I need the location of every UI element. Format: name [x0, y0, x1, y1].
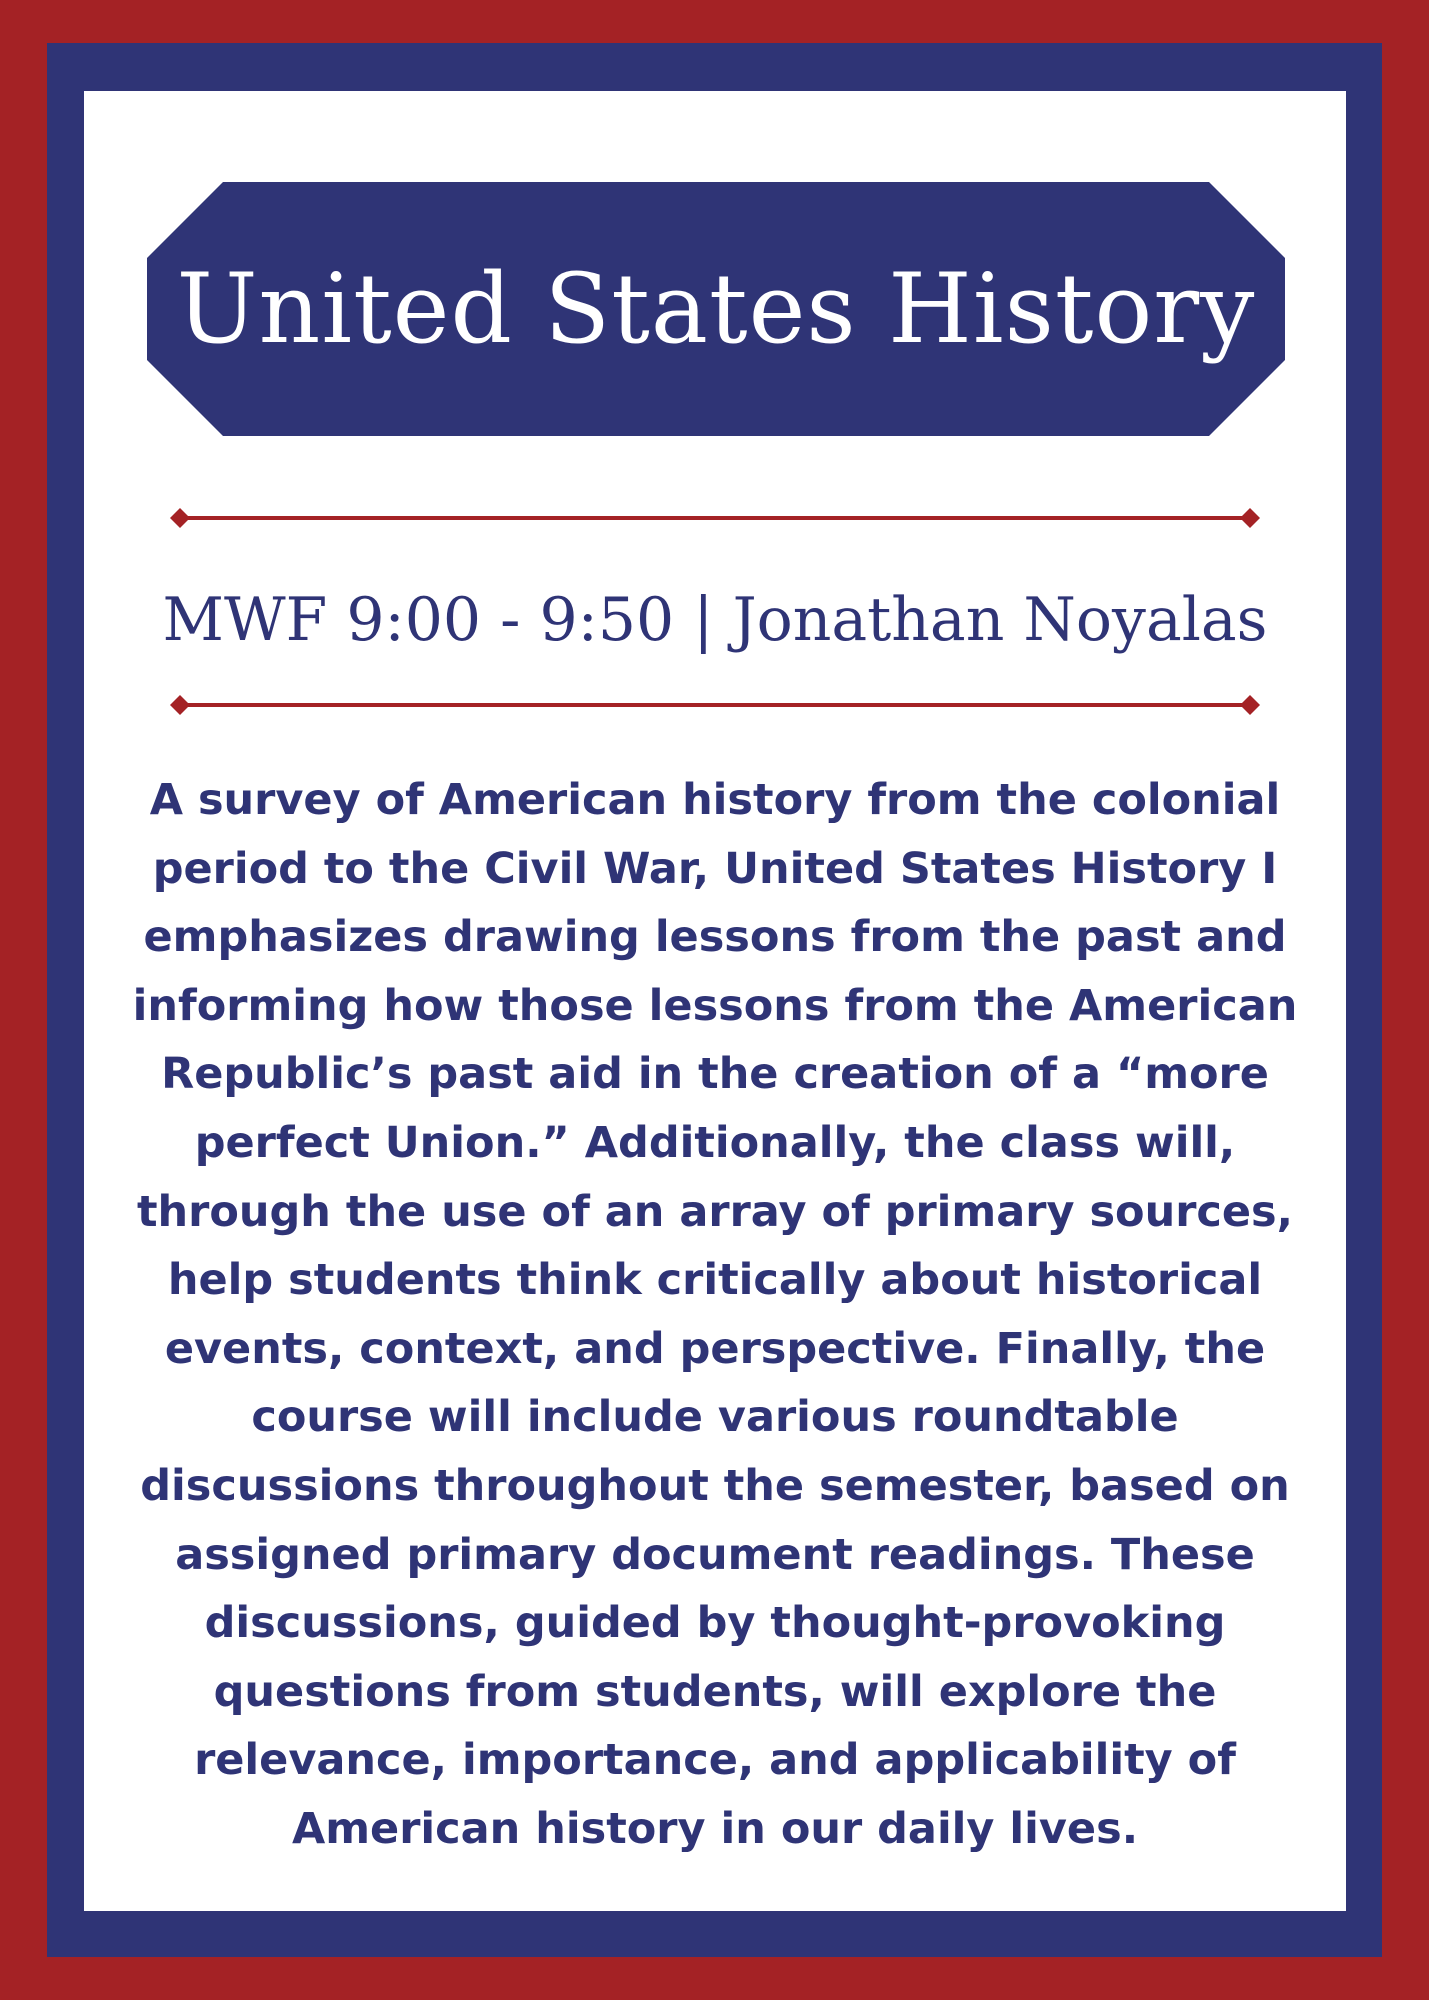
diamond-left-icon: [170, 695, 190, 715]
title-banner: [147, 182, 1285, 436]
page-title: United States History: [176, 253, 1256, 365]
diamond-right-icon: [1240, 508, 1260, 528]
diamond-left-icon: [170, 508, 190, 528]
schedule-instructor: MWF 9:00 - 9:50 | Jonathan Noyalas: [162, 585, 1268, 655]
course-description: A survey of American history from the colonial period to the Civil War, United States History I emphasizes drawing lessons from the past and informing how those lessons from the American Republic’s past aid in the creation of a “more perfect Union.” Additionally, the class will, through the use of an array of primary sources, help students think critically about historical events, context, and perspective. Finally, the course will include various roundtable discussions throughout the semester, based on assigned primary document readings. These discussions, guided by thought-provoking questions from students, will explore the relevance, importance, and applicability of American history in our daily lives.: [132, 775, 1298, 1854]
diamond-right-icon: [1240, 695, 1260, 715]
divider-bottom: [170, 695, 1260, 715]
divider-top: [170, 508, 1260, 528]
